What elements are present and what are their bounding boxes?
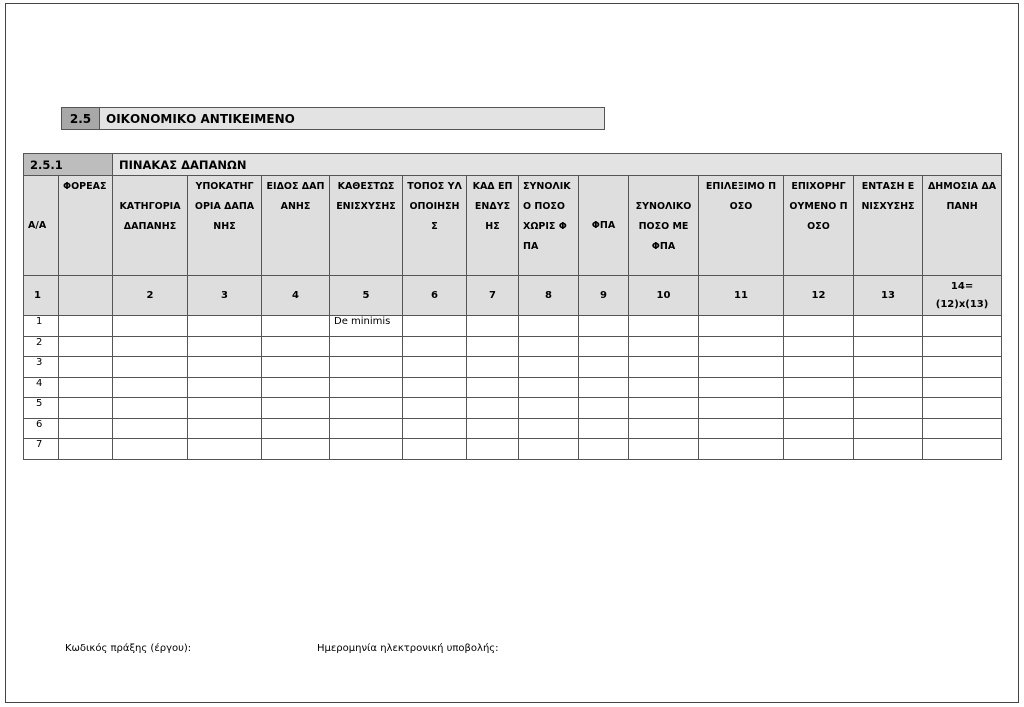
table-cell bbox=[923, 316, 1002, 337]
table-cell bbox=[403, 377, 467, 398]
section-title: ΟΙΚΟΝΟΜΙΚΟ ΑΝΤΙΚΕΙΜΕΝΟ bbox=[106, 111, 295, 126]
column-number: 8 bbox=[519, 276, 579, 316]
table-cell bbox=[113, 439, 188, 460]
table-cell bbox=[188, 398, 262, 419]
table-cell bbox=[519, 336, 579, 357]
table-cell bbox=[113, 336, 188, 357]
column-number-row bbox=[24, 276, 1002, 316]
column-number: 7 bbox=[467, 276, 519, 316]
table-cell bbox=[330, 357, 403, 378]
table-cell bbox=[579, 377, 629, 398]
table-cell bbox=[262, 336, 330, 357]
table-cell: 6 bbox=[24, 418, 59, 439]
table-cell bbox=[629, 418, 699, 439]
table-caption-title: ΠΙΝΑΚΑΣ ΔΑΠΑΝΩΝ bbox=[113, 154, 1002, 176]
column-number bbox=[59, 276, 113, 316]
table-caption-row bbox=[24, 154, 1002, 176]
column-header: ΕΠΙΧΟΡΗΓΟΥΜΕΝΟ ΠΟΣΟ bbox=[784, 176, 854, 276]
table-cell bbox=[330, 418, 403, 439]
table-cell bbox=[113, 377, 188, 398]
table-cell bbox=[262, 357, 330, 378]
table-cell bbox=[262, 398, 330, 419]
column-header: ΣΥΝΟΛΙΚΟ ΠΟΣΟ ΧΩΡΙΣ ΦΠΑ bbox=[519, 176, 579, 276]
table-cell bbox=[403, 439, 467, 460]
table-cell bbox=[923, 398, 1002, 419]
column-number: 9 bbox=[579, 276, 629, 316]
column-number: 1 bbox=[24, 276, 59, 316]
table-cell bbox=[579, 439, 629, 460]
column-number: 5 bbox=[330, 276, 403, 316]
column-number: 11 bbox=[699, 276, 784, 316]
table-cell bbox=[330, 336, 403, 357]
column-number: 13 bbox=[854, 276, 923, 316]
table-cell bbox=[699, 439, 784, 460]
table-row bbox=[24, 357, 1002, 378]
column-number: 6 bbox=[403, 276, 467, 316]
table-cell bbox=[188, 357, 262, 378]
expense-table bbox=[23, 153, 1002, 460]
table-cell bbox=[59, 398, 113, 419]
table-cell bbox=[330, 439, 403, 460]
column-number: 3 bbox=[188, 276, 262, 316]
table-cell bbox=[923, 418, 1002, 439]
table-cell bbox=[699, 336, 784, 357]
table-cell bbox=[579, 357, 629, 378]
table-cell bbox=[519, 316, 579, 337]
table-cell bbox=[113, 316, 188, 337]
table-cell bbox=[784, 439, 854, 460]
table-cell: 5 bbox=[24, 398, 59, 419]
column-header: Α/Α bbox=[24, 176, 59, 276]
table-cell bbox=[923, 439, 1002, 460]
table-cell bbox=[784, 357, 854, 378]
table-cell bbox=[784, 336, 854, 357]
table-cell bbox=[699, 398, 784, 419]
section-number: 2.5 bbox=[62, 108, 100, 129]
table-cell bbox=[113, 357, 188, 378]
table-cell bbox=[467, 336, 519, 357]
column-number: 2 bbox=[113, 276, 188, 316]
table-cell bbox=[59, 418, 113, 439]
table-cell bbox=[579, 398, 629, 419]
column-header: ΕΝΤΑΣΗ ΕΝΙΣΧΥΣΗΣ bbox=[854, 176, 923, 276]
table-cell: De minimis bbox=[330, 316, 403, 337]
table-cell bbox=[854, 377, 923, 398]
table-cell bbox=[188, 377, 262, 398]
table-cell bbox=[403, 418, 467, 439]
table-cell bbox=[854, 357, 923, 378]
table-caption-number: 2.5.1 bbox=[24, 154, 113, 176]
table-row bbox=[24, 439, 1002, 460]
table-cell bbox=[784, 398, 854, 419]
table-cell bbox=[59, 439, 113, 460]
table-cell bbox=[699, 357, 784, 378]
column-number: 4 bbox=[262, 276, 330, 316]
table-cell bbox=[59, 377, 113, 398]
table-cell bbox=[467, 418, 519, 439]
table-cell bbox=[699, 418, 784, 439]
table-cell bbox=[262, 316, 330, 337]
table-cell bbox=[784, 418, 854, 439]
table-cell bbox=[519, 439, 579, 460]
table-cell bbox=[403, 316, 467, 337]
table-cell bbox=[188, 316, 262, 337]
table-cell bbox=[467, 357, 519, 378]
table-cell bbox=[854, 316, 923, 337]
table-cell bbox=[330, 377, 403, 398]
table-cell bbox=[519, 398, 579, 419]
table-cell: 2 bbox=[24, 336, 59, 357]
table-cell bbox=[188, 418, 262, 439]
column-header: ΦΟΡΕΑΣ bbox=[59, 176, 113, 276]
column-header: ΚΑΘΕΣΤΩΣ ΕΝΙΣΧΥΣΗΣ bbox=[330, 176, 403, 276]
table-cell bbox=[467, 398, 519, 419]
table-cell: 1 bbox=[24, 316, 59, 337]
column-number: 10 bbox=[629, 276, 699, 316]
table-cell bbox=[629, 439, 699, 460]
column-header: ΚΑΔ ΕΠΕΝΔΥΣΗΣ bbox=[467, 176, 519, 276]
table-cell bbox=[629, 316, 699, 337]
table-cell bbox=[188, 439, 262, 460]
table-cell bbox=[579, 418, 629, 439]
column-header: ΕΠΙΛΕΞΙΜΟ ΠΟΣΟ bbox=[699, 176, 784, 276]
table-cell bbox=[629, 398, 699, 419]
column-header: ΥΠΟΚΑΤΗΓΟΡΙΑ ΔΑΠΑΝΗΣ bbox=[188, 176, 262, 276]
table-row bbox=[24, 418, 1002, 439]
table-cell bbox=[784, 316, 854, 337]
table-cell bbox=[330, 398, 403, 419]
table-row bbox=[24, 377, 1002, 398]
table-cell bbox=[629, 357, 699, 378]
table-cell bbox=[579, 336, 629, 357]
table-cell bbox=[854, 336, 923, 357]
table-cell bbox=[854, 418, 923, 439]
table-cell bbox=[467, 316, 519, 337]
table-cell bbox=[403, 357, 467, 378]
table-cell bbox=[629, 377, 699, 398]
column-header: ΤΟΠΟΣ ΥΛΟΠΟΙΗΣΗΣ bbox=[403, 176, 467, 276]
project-code-label: Κωδικός πράξης (έργου): bbox=[65, 643, 192, 654]
table-cell bbox=[113, 418, 188, 439]
table-cell bbox=[699, 316, 784, 337]
table-cell bbox=[59, 357, 113, 378]
table-cell bbox=[854, 439, 923, 460]
table-cell bbox=[699, 377, 784, 398]
table-row bbox=[24, 336, 1002, 357]
table-cell bbox=[262, 418, 330, 439]
table-cell bbox=[113, 398, 188, 419]
table-body bbox=[24, 316, 1002, 460]
table-cell bbox=[262, 377, 330, 398]
table-cell bbox=[403, 398, 467, 419]
table-cell: 3 bbox=[24, 357, 59, 378]
column-header: ΚΑΤΗΓΟΡΙΑ ΔΑΠΑΝΗΣ bbox=[113, 176, 188, 276]
table-cell bbox=[923, 377, 1002, 398]
table-cell bbox=[784, 377, 854, 398]
table-header-row bbox=[24, 176, 1002, 276]
table-cell bbox=[467, 377, 519, 398]
table-cell bbox=[579, 316, 629, 337]
table-row bbox=[24, 316, 1002, 337]
submission-date-label: Ημερομηνία ηλεκτρονική υποβολής: bbox=[317, 643, 499, 654]
table-cell bbox=[59, 336, 113, 357]
table-cell bbox=[262, 439, 330, 460]
table-cell: 7 bbox=[24, 439, 59, 460]
table-cell bbox=[188, 336, 262, 357]
table-cell bbox=[629, 336, 699, 357]
table-cell bbox=[467, 439, 519, 460]
table-cell bbox=[854, 398, 923, 419]
table-cell bbox=[519, 377, 579, 398]
column-header: ΣΥΝΟΛΙΚΟ ΠΟΣΟ ΜΕ ΦΠΑ bbox=[629, 176, 699, 276]
table-cell bbox=[403, 336, 467, 357]
table-row bbox=[24, 398, 1002, 419]
column-header: ΕΙΔΟΣ ΔΑΠΑΝΗΣ bbox=[262, 176, 330, 276]
column-number: 12 bbox=[784, 276, 854, 316]
table-cell bbox=[519, 418, 579, 439]
table-cell bbox=[923, 357, 1002, 378]
table-cell bbox=[59, 316, 113, 337]
column-header: ΦΠΑ bbox=[579, 176, 629, 276]
column-header: ΔΗΜΟΣΙΑ ΔΑΠΑΝΗ bbox=[923, 176, 1002, 276]
column-number: 14= (12)x(13) bbox=[923, 276, 1002, 316]
table-cell bbox=[519, 357, 579, 378]
table-cell bbox=[923, 336, 1002, 357]
table-cell: 4 bbox=[24, 377, 59, 398]
section-header bbox=[61, 107, 605, 130]
